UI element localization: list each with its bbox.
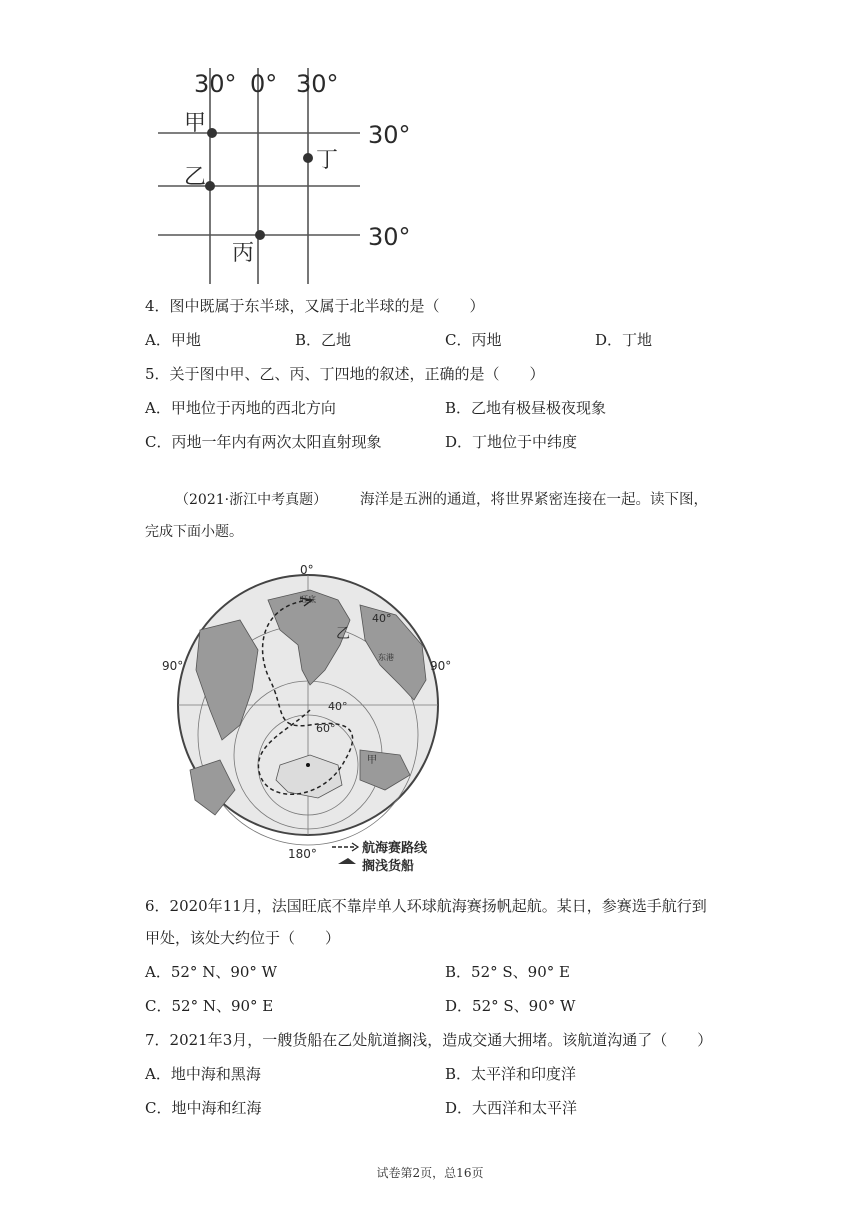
label-bing: 丙 [232,241,255,266]
intro-source: （2021·浙江中考真题） [175,492,328,508]
question-6-stem-line1: 6．2020年11月，法国旺底不靠岸单人环球航海赛扬帆起航。某日，参赛选手航行到 [145,897,707,915]
place-yi-label: 乙 [336,626,350,642]
q4-option-d: D．丁地 [595,331,653,349]
point-bing [255,230,265,240]
label-yi: 乙 [184,165,207,190]
q6-option-d: D．52° S、90° W [445,997,576,1015]
place-wangdi-label: 旺底 [300,595,316,604]
q7-option-d: D．大西洋和太平洋 [445,1099,578,1117]
legend-ship: 搁浅货船 [362,859,415,874]
q6-option-b: B．52° S、90° E [445,963,570,981]
q5-option-c: C．丙地一年内有两次太阳直射现象 [145,433,382,451]
place-jia-label: 甲 [367,755,377,766]
question-7-stem: 7．2021年3月，一艘货船在乙处航道搁浅，造成交通大拥堵。该航道沟通了（ ） [145,1031,713,1049]
lon-label-0: 0° [250,70,278,98]
label-ding: 丁 [316,148,339,173]
intro-text-line1: 海洋是五洲的通道，将世界紧密连接在一起。读下图， [360,492,708,508]
lat-label-30s: 30° [368,223,411,251]
q7-option-b: B．太平洋和印度洋 [445,1065,577,1083]
q5-option-b: B．乙地有极昼极夜现象 [445,399,607,417]
point-ding [303,153,313,163]
place-donggang-label: 东港 [378,653,394,662]
lon-90w-label: 90° [162,659,184,673]
lat-40-label-top: 40° [372,612,392,625]
lat-40-label: 40° [328,700,348,713]
lon-180-label: 180° [288,847,317,861]
q7-option-c: C．地中海和红海 [145,1099,262,1117]
point-yi [205,181,215,191]
intro-text-line2: 完成下面小题。 [145,524,243,540]
label-jia: 甲 [184,111,207,136]
question-5-stem: 5．关于图中甲、乙、丙、丁四地的叙述，正确的是（ ） [145,365,545,383]
q4-option-b: B．乙地 [295,331,352,349]
lat-60-label: 60° [316,722,336,735]
q6-option-a: A．52° N、90° W [145,963,278,981]
q5-option-d: D．丁地位于中纬度 [445,433,578,451]
q6-option-c: C．52° N、90° E [145,997,274,1015]
globe-figure [160,560,470,880]
page-footer: 试卷第2页，总16页 [376,1166,484,1180]
lon-label-30w: 30° [194,70,237,98]
q4-option-c: C．丙地 [445,331,502,349]
question-4-stem: 4．图中既属于东半球，又属于北半球的是（ ） [145,297,485,315]
lon-0-label: 0° [300,563,314,577]
lon-label-30e: 30° [296,70,339,98]
q4-option-a: A．甲地 [145,331,201,349]
lat-label-30n: 30° [368,121,411,149]
q7-option-a: A．地中海和黑海 [145,1065,261,1083]
q5-option-a: A．甲地位于丙地的西北方向 [145,399,336,417]
question-6-stem-line2: 甲处，该处大约位于（ ） [145,929,341,947]
lon-90e-label: 90° [430,659,452,673]
point-jia [207,128,217,138]
lat-lon-grid-figure [150,62,420,287]
legend-route: 航海赛路线 [362,841,428,856]
